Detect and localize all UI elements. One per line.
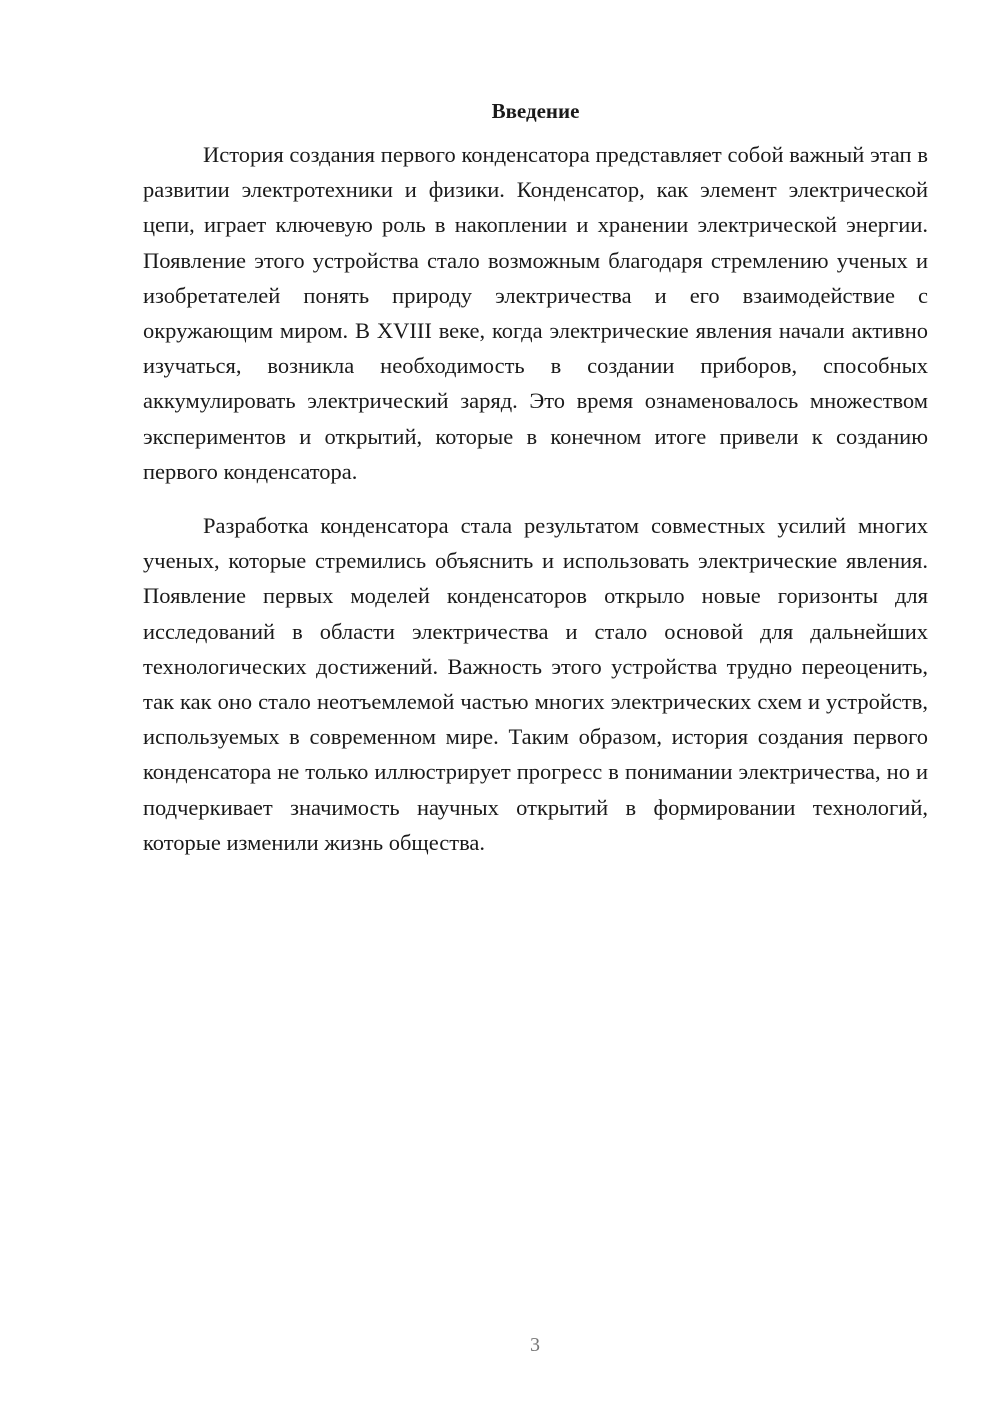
page-content: [143, 95, 928, 860]
section-heading: Введение: [491, 99, 580, 123]
body-paragraph-2: Разработка конденсатора стала результатом совместных усилий многих ученых, которые стремились объяснить и использовать электрические явления. Появление первых моделей конденсаторов открыло новые горизонты для исследований в области электричества и стало основой для дальнейших технологических достижений. Важность этого устройства трудно переоценить, так как оно стало неотъемлемой частью многих электрических схем и устройств, используемых в современном мире. Таким образом, история создания первого конденсатора не только иллюстрирует прогресс в понимании электричества, но и подчеркивает значимость научных открытий в формировании технологий, которые изменили жизнь общества.: [143, 513, 928, 855]
body-paragraph-1: История создания первого конденсатора представляет собой важный этап в развитии электротехники и физики. Конденсатор, как элемент электрической цепи, играет ключевую роль в накоплении и хранении электрической энергии. Появление этого устройства стало возможным благодаря стремлению ученых и изобретателей понять природу электричества и его взаимодействие с окружающим миром. В XVIII веке, когда электрические явления начали активно изучаться, возникла необходимость в создании приборов, способных аккумулировать электрический заряд. Это время ознаменовалось множеством экспериментов и открытий, которые в конечном итоге привели к созданию первого конденсатора.: [143, 142, 928, 484]
page-number: 3: [530, 1334, 540, 1356]
